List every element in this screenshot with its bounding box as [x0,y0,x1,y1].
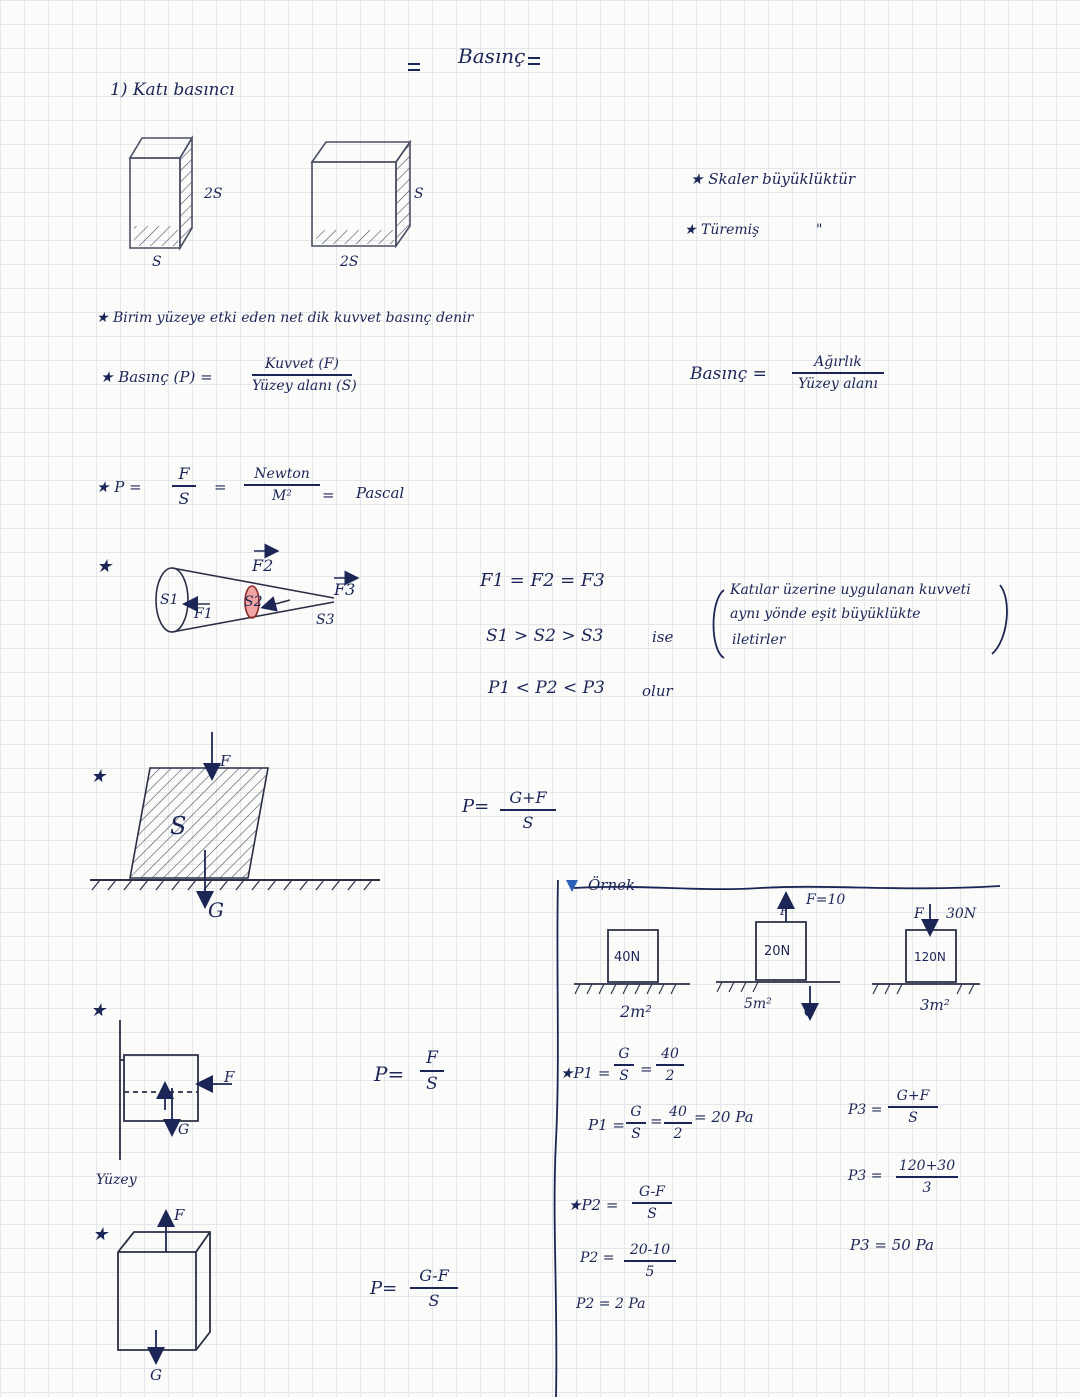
hanging-f: F [174,1206,185,1224]
example-top-line [574,886,1000,889]
p2b-frac: 20-10 5 [624,1242,676,1280]
wall-formula-fraction: F S [420,1048,444,1094]
p1b-result: = 20 Pa [694,1108,754,1126]
incline-formula-lhs: P= [462,796,490,817]
cone-f2: F2 [252,556,274,575]
example-box2-weight: 20N [764,944,791,959]
hanging-box-diagram [118,1218,210,1356]
star-hanging: ★ [92,1224,109,1245]
wall-g: G [178,1122,190,1138]
p1b-frac1: G S [626,1104,646,1142]
example-box3-arrow-f: F [914,906,924,922]
example-box2-arrow-g: G [804,1004,816,1020]
cone-eq-pressures: P1 < P2 < P3 [488,678,605,698]
hanging-formula-fraction: G-F S [410,1266,458,1310]
cone-f1: F1 [194,606,213,622]
p3-lhs: P3 = [848,1102,883,1118]
definition-text: ★ Birim yüzeye etki eden net dik kuvvet basınç denir [96,310,474,326]
hanging-side-label: Yüzey [96,1172,137,1188]
unit-formula-eq2: = [322,486,335,504]
note-scalar: ★ Skaler büyüklüktür [690,170,856,188]
incline-formula-fraction: G+F S [500,788,556,832]
p1-lhs: ★P1 = [560,1064,611,1082]
incline-g: G [208,898,224,922]
wall-diagram [120,1020,235,1160]
cone-note-line2: aynı yönde eşit büyüklükte [730,606,921,622]
pressure-formula-lhs: ★ Basınç (P) = [100,368,213,386]
parallelogram-diagram [90,732,380,900]
cube-wide-side-label: S [414,186,424,202]
example-box2-area: 5m² [744,996,772,1012]
cube-tall-side-label: 2S [204,186,223,202]
unit-formula-fs: F S [172,464,196,508]
p1b-frac2: 40 2 [664,1104,692,1142]
cone-note-line1: Katılar üzerine uygulanan kuvveti [730,582,971,598]
p3b-lhs: P3 = [848,1168,883,1184]
section-heading: 1) Katı basıncı [110,80,235,100]
cone-s3: S3 [316,612,335,628]
p2-result: P2 = 2 Pa [576,1296,646,1312]
example-left-line [555,880,558,1397]
cone-eq-areas: S1 > S2 > S3 [486,626,604,646]
wall-f: F [224,1068,235,1086]
hanging-formula-lhs: P= [370,1278,398,1299]
example-label: Örnek [588,876,636,894]
incline-s: S [170,812,187,840]
cone-eq-pressures-suffix: olur [642,682,673,700]
example-box2-arrow-f: F [780,904,789,918]
unit-formula-newton-frac: Newton M² [244,466,320,504]
unit-formula-eq1: = [214,478,227,496]
cone-eq-forces: F1 = F2 = F3 [480,570,605,591]
example-box1-area: 2m² [620,1002,652,1021]
p1-frac1: G S [614,1046,634,1084]
unit-formula-result: Pascal [356,484,405,502]
cone-s1: S1 [160,592,179,608]
note-derived: ★ Türemiş [684,222,760,238]
weight-formula-lhs: Basınç = [690,364,767,384]
cube-wide-bottom-label: 2S [340,254,359,270]
p2-frac: G-F S [632,1184,672,1222]
cone-f3: F3 [334,580,356,599]
example-box1-weight: 40N [614,950,641,965]
weight-formula-fraction: Ağırlık Yüzey alanı [792,354,884,392]
note-ditto: " [816,222,823,238]
p1-frac2: 40 2 [656,1046,684,1084]
pressure-formula-fraction: Kuvvet (F) Yüzey alanı (S) [252,356,357,394]
cone-note-line3: iletirler [732,632,786,648]
page-title: Basınç [458,44,526,68]
star-incline: ★ [90,766,107,787]
p1b-eq: = [650,1112,663,1130]
p3-result: P3 = 50 Pa [850,1236,934,1254]
wall-formula-lhs: P= [374,1062,405,1086]
p1b-lhs: P1 = [588,1116,625,1134]
example-box3-weight: 120N [914,950,946,964]
cube-tall-bottom-label: S [152,254,162,270]
cube-wide [312,142,410,246]
hanging-g: G [150,1366,162,1384]
example-box2-force: F=10 [806,892,846,908]
p3b-frac: 120+30 3 [896,1158,958,1196]
p1-eq: = [640,1060,653,1078]
incline-f: F [220,752,231,770]
cube-tall [130,138,192,248]
star-wall: ★ [90,1000,107,1021]
p2-lhs: ★P2 = [568,1196,619,1214]
p3-frac: G+F S [888,1088,938,1126]
star-cone: ★ [96,556,113,577]
unit-formula-lhs: ★ P = [96,478,142,496]
cone-eq-areas-suffix: ise [652,628,674,646]
example-box3-force: 30N [946,906,977,922]
example-box3-area: 3m² [920,996,950,1014]
cone-s2: S2 [244,594,263,610]
p2b-lhs: P2 = [580,1250,615,1266]
